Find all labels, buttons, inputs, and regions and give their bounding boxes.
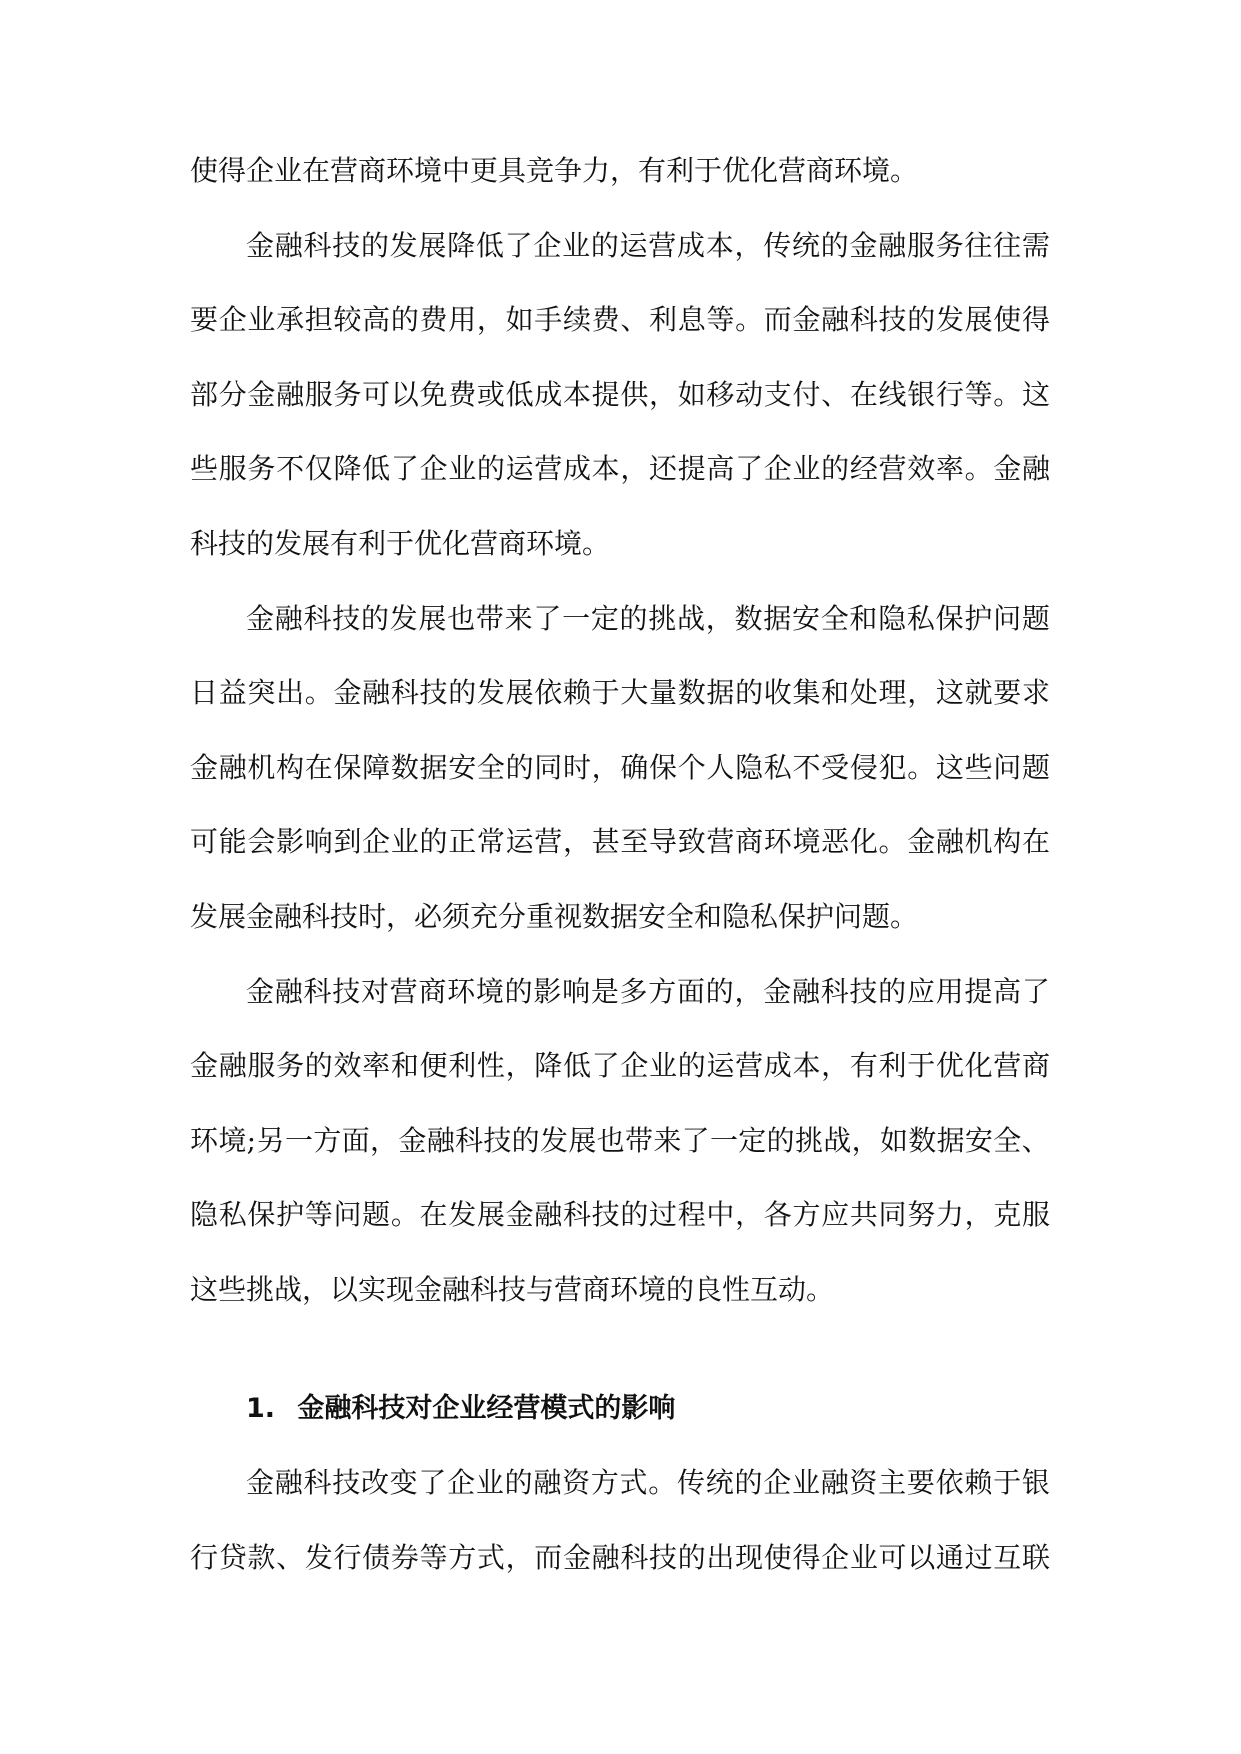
paragraph-line: 隐 私 保 护 等 问 题 。 在 发 展 金 融 科 技 的 过 程 中 ， 各 方 应 共 同 努 力 ， 克 服 [190,1198,1050,1232]
paragraph-line: 金 融 科 技 的 发 展 也 带 来 了 一 定 的 挑 战 ， 数 据 安 全 和 隐 私 保 护 问 题 [246,601,1050,635]
paragraph-line: 要 企 业 承 担 较 高 的 费 用 ， 如 手 续 费 、 利 息 等 。 而 金 融 科 技 的 发 展 使 得 [190,303,1050,337]
paragraph-line: 可 能 会 影 响 到 企 业 的 正 常 运 营 ， 甚 至 导 致 营 商 环 境 恶 化 。 金 融 机 构 在 [190,825,1050,859]
section-spacer [190,1336,1050,1380]
paragraph-line: 些 服 务 不 仅 降 低 了 企 业 的 运 营 成 本 ， 还 提 高 了 企 业 的 经 营 效 率 。 金 融 [190,452,1050,486]
page-body [190,142,1050,1603]
paragraph-line: 这些挑战，以实现金融科技与营商环境的良性互动。 [190,1272,835,1306]
paragraph-line: 发展金融科技时，必须充分重视数据安全和隐私保护问题。 [190,899,919,933]
paragraph-line: 金 融 机 构 在 保 障 数 据 安 全 的 同 时 ， 确 保 个 人 隐 私 不 受 侵 犯 。 这 些 问 题 [190,750,1050,784]
paragraph-line: 金 融 科 技 改 变 了 企 业 的 融 资 方 式 。 传 统 的 企 业 融 资 主 要 依 赖 于 银 [246,1466,1050,1500]
paragraph-line: 日 益 突 出 。 金 融 科 技 的 发 展 依 赖 于 大 量 数 据 的 收 集 和 处 理 ， 这 就 要 求 [190,676,1050,710]
paragraph-line: 金 融 服 务 的 效 率 和 便 利 性 ， 降 低 了 企 业 的 运 营 成 本 ， 有 利 于 优 化 营 商 [190,1049,1050,1083]
paragraph-line: 金 融 科 技 的 发 展 降 低 了 企 业 的 运 营 成 本 ， 传 统 的 金 融 服 务 往 往 需 [246,228,1050,262]
paragraph-line: 使得企业在营商环境中更具竞争力，有利于优化营商环境。 [190,154,919,187]
paragraph-line: 科技的发展有利于优化营商环境。 [190,526,611,560]
paragraph-line: 行 贷 款 、 发 行 债 券 等 方 式 ， 而 金 融 科 技 的 出 现 使 得 企 业 可 以 通 过 互 联 [190,1540,1050,1574]
paragraph-line: 部 分 金 融 服 务 可 以 免 费 或 低 成 本 提 供 ， 如 移 动 支 付 、 在 线 银 行 等 。 这 [190,377,1050,411]
section-number: 1. [246,1392,276,1424]
section-heading [190,1380,1050,1455]
section-title: 金融科技对企业经营模式的影响 [297,1392,676,1424]
paragraph-line: 环 境 ; 另 一 方 面 ， 金 融 科 技 的 发 展 也 带 来 了 一 定 的 挑 战 ， 如 数 据 安 全 、 [190,1123,1050,1157]
paragraph-line: 金 融 科 技 对 营 商 环 境 的 影 响 是 多 方 面 的 ， 金 融 科 技 的 应 用 提 高 了 [246,974,1050,1008]
